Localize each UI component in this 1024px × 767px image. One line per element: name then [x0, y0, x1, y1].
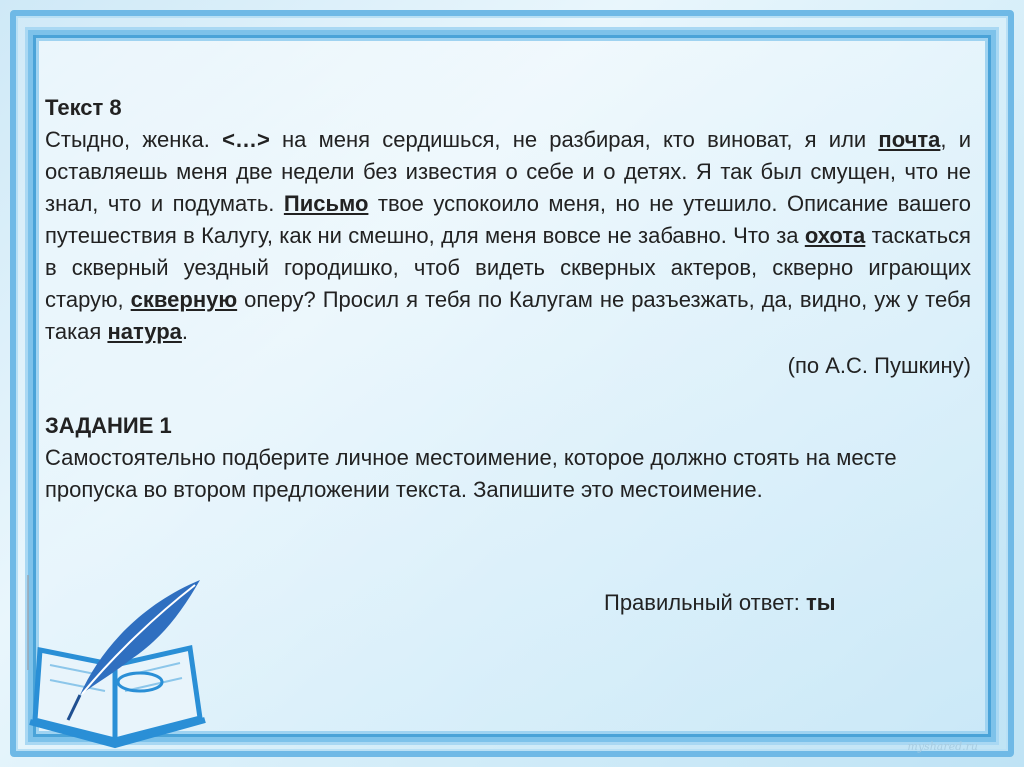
- gap-marker: <…>: [222, 127, 270, 152]
- answer-value: ты: [806, 590, 836, 615]
- task-body: Самостоятельно подберите личное местоимение, которое должно стоять на месте пропуска во втором предложении текста. Запишите это местоимение.: [45, 445, 897, 502]
- keyword-skvernuyu: скверную: [130, 287, 238, 312]
- watermark: myshared.ru: [907, 740, 978, 753]
- task-title: ЗАДАНИЕ 1: [45, 413, 172, 438]
- text-fragment: твое успокоило меня, но не утешило. Описание вашего путешествия в Калугу, как ни смешно, для меня вовсе не забавно. Что за: [45, 191, 972, 248]
- text-paragraph: [45, 124, 971, 348]
- keyword-pismo: Письмо: [283, 191, 369, 216]
- text-fragment: на меня сердишься, не разбирая, кто виноват, я или: [269, 127, 879, 152]
- quill-book-icon: [10, 570, 220, 755]
- slide-content: [45, 92, 971, 506]
- keyword-okhota: охота: [804, 223, 866, 248]
- text-fragment: Стыдно, женка.: [45, 127, 223, 152]
- text-title: Текст 8: [45, 95, 122, 120]
- text-fragment: оперу? Просил я тебя по Калугам не разъезжать, да, видно, уж у тебя такая: [45, 287, 972, 344]
- keyword-pochta: почта: [878, 127, 941, 152]
- answer: [604, 590, 836, 616]
- answer-label: Правильный ответ:: [604, 590, 806, 615]
- keyword-natura: натура: [107, 319, 182, 344]
- text-fragment: , и оставляешь меня две недели без известия о себе и о детях. Я так был смущен, что не знал, что и подумать.: [45, 127, 972, 216]
- text-fragment: таскаться в скверный уездный городишко, чтоб видеть скверных актеров, скверно играющих старую,: [45, 223, 971, 312]
- text-fragment: .: [181, 319, 189, 344]
- attribution: (по А.С. Пушкину): [787, 353, 971, 378]
